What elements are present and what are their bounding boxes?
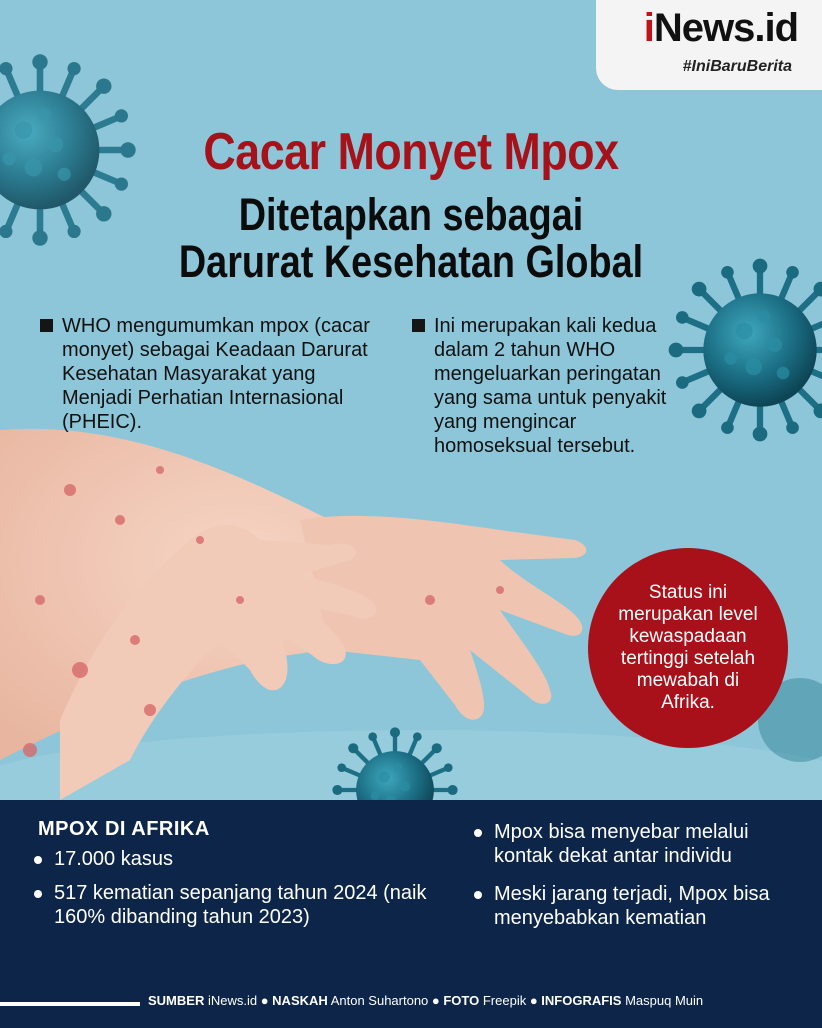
point-left	[40, 314, 380, 434]
africa-item	[34, 881, 434, 929]
credit-value: iNews.id	[207, 993, 258, 1008]
point-left-text: WHO mengumumkan mpox (cacar monyet) sebagai Keadaan Darurat Kesehatan Masyarakat yang Menjadi Perhatian Internasional (PHEIC).	[62, 315, 370, 433]
status-circle	[588, 548, 788, 748]
note-item	[474, 882, 804, 930]
status-circle-text: Status ini merupakan level kewaspadaan tertinggi setelah mewabah di Afrika.	[618, 582, 758, 713]
logo-box	[596, 0, 822, 90]
point-right-text: Ini merupakan kali kedua dalam 2 tahun WHO mengeluarkan peringatan yang sama untuk penyakit yang mengincar homoseksual tersebut.	[434, 315, 667, 457]
dot-bullet-icon	[34, 856, 42, 864]
title-line-2: Ditetapkan sebagai	[238, 189, 584, 240]
credit-label: SUMBER	[148, 993, 205, 1008]
title-line-1: Cacar Monyet Mpox	[203, 123, 619, 181]
note-item	[474, 820, 804, 868]
credit-label: NASKAH	[272, 993, 328, 1008]
note-item-text: Meski jarang terjadi, Mpox bisa menyebabkan kematian	[494, 883, 770, 929]
dot-bullet-icon	[474, 829, 482, 837]
credit-value: Freepik	[482, 993, 527, 1008]
brand-logo	[644, 6, 798, 51]
africa-item-text: 517 kematian sepanjang tahun 2024 (naik 160% dibanding tahun 2023)	[54, 882, 427, 928]
square-bullet-icon	[412, 319, 425, 332]
credits-footer: SUMBER iNews.id ● NASKAH Anton Suhartono ● FOTO Freepik ● INFOGRAFIS Maspuq Muin	[148, 993, 704, 1008]
africa-item	[34, 847, 374, 871]
point-right	[412, 314, 692, 458]
dot-bullet-icon	[474, 891, 482, 899]
footer-divider	[0, 1002, 140, 1006]
credit-value: Anton Suhartono	[330, 993, 429, 1008]
credit-label: FOTO	[443, 993, 480, 1008]
dot-bullet-icon	[34, 890, 42, 898]
africa-heading: MPOX DI AFRIKA	[38, 818, 210, 840]
brand-tagline: #IniBaruBerita	[682, 58, 792, 75]
brand-logo-rest: News.id	[653, 6, 798, 50]
title-line-3: Darurat Kesehatan Global	[178, 236, 644, 287]
note-item-text: Mpox bisa menyebar melalui kontak dekat antar individu	[494, 821, 749, 867]
brand-logo-i: i	[643, 6, 654, 50]
square-bullet-icon	[40, 319, 53, 332]
africa-item-text: 17.000 kasus	[54, 848, 173, 870]
credit-value: Maspuq Muin	[625, 993, 704, 1008]
credit-label: INFOGRAFIS	[541, 993, 622, 1008]
